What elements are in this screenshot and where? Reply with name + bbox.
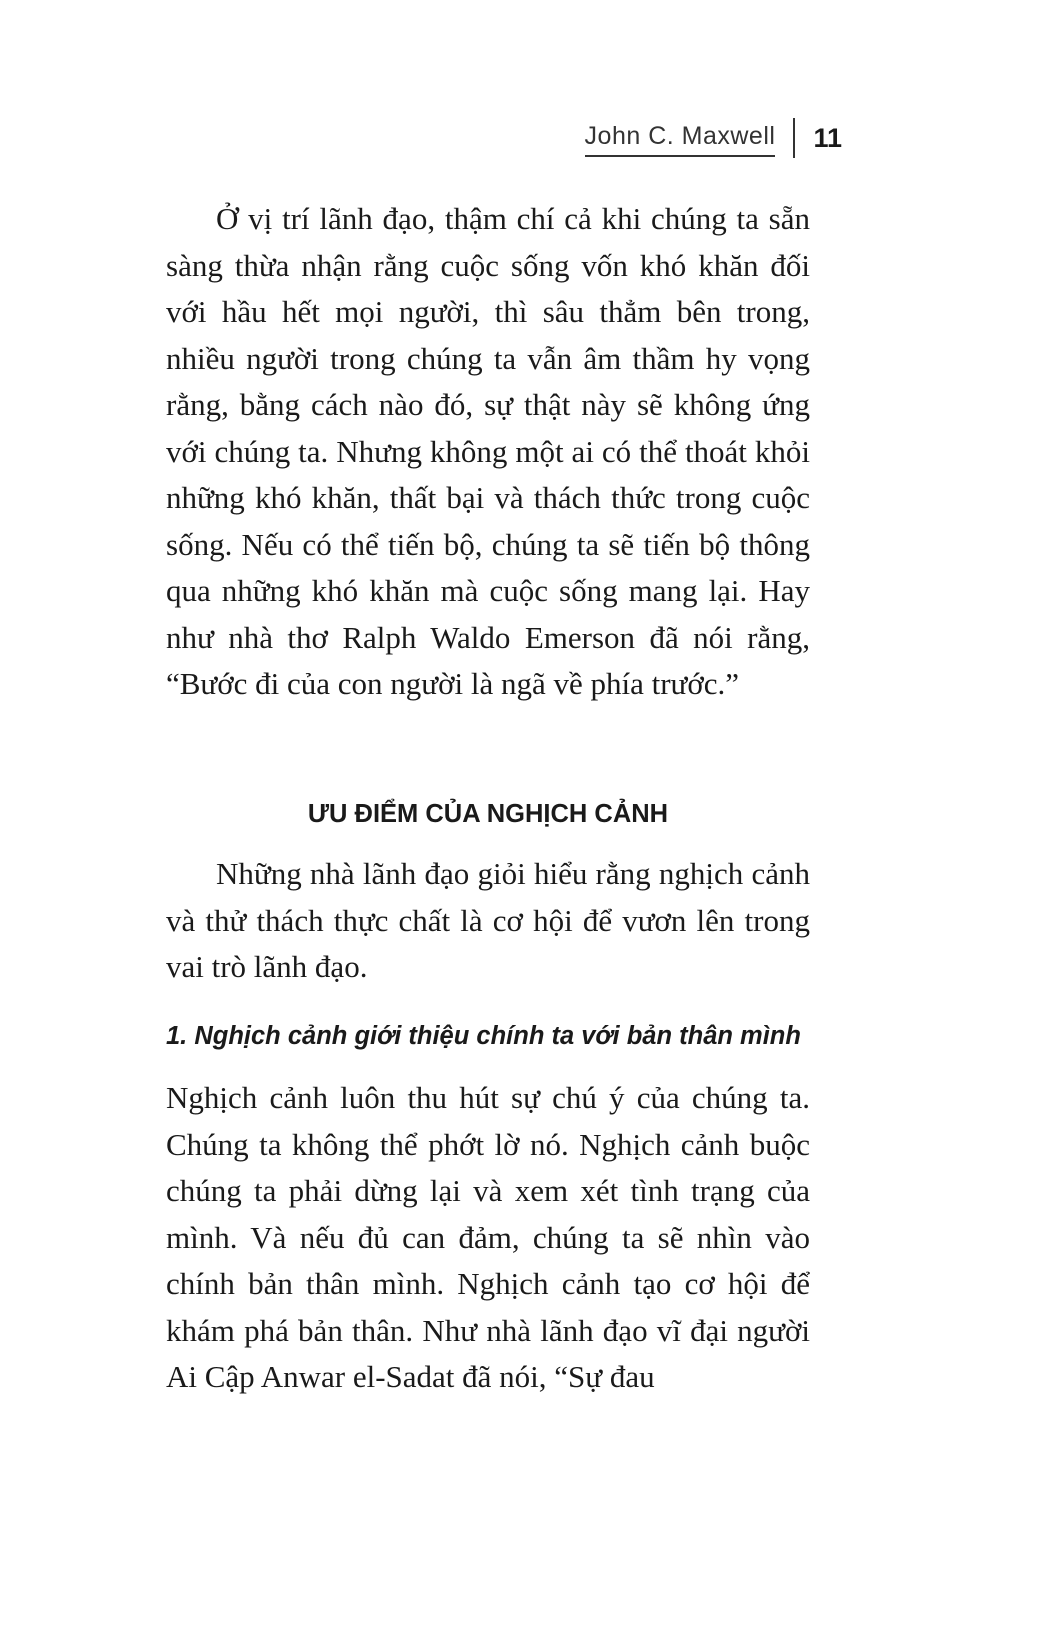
running-head-divider — [793, 118, 795, 158]
intro-paragraph: Ở vị trí lãnh đạo, thậm chí cả khi chúng ta sẵn sàng thừa nhận rằng cuộc sống vốn khó khăn đối với hầu hết mọi người, thì sâu thẳm bên trong, nhiều người trong chúng ta vẫn âm thầm hy vọng rằng, bằng cách nào đó, sự thật này sẽ không ứng với chúng ta. Nhưng không một ai có thể thoát khỏi những khó khăn, thất bại và thách thức trong cuộc sống. Nếu có thể tiến bộ, chúng ta sẽ tiến bộ thông qua những khó khăn mà cuộc sống mang lại. Hay như nhà thơ Ralph Waldo Emerson đã nói rằng, “Bước đi của con người là ngã về phía trước.” — [166, 201, 810, 701]
page-number: 11 — [813, 123, 842, 153]
running-head — [585, 118, 842, 158]
section-intro-paragraph: Những nhà lãnh đạo giỏi hiểu rằng nghịch cảnh và thử thách thực chất là cơ hội để vươn lên trong vai trò lãnh đạo. — [166, 856, 810, 984]
subsection-heading: 1. Nghịch cảnh giới thiệu chính ta với bản thân mình — [166, 1022, 801, 1050]
running-head-author: John C. Maxwell — [585, 119, 776, 157]
subsection-paragraph: Nghịch cảnh luôn thu hút sự chú ý của chúng ta. Chúng ta không thể phớt lờ nó. Nghịch cảnh buộc chúng ta phải dừng lại và xem xét tình trạng của mình. Và nếu đủ can đảm, chúng ta sẽ nhìn vào chính bản thân mình. Nghịch cảnh tạo cơ hội để khám phá bản thân. Như nhà lãnh đạo vĩ đại người Ai Cập Anwar el-Sadat đã nói, “Sự đau — [166, 1080, 810, 1394]
section-heading: ƯU ĐIỂM CỦA NGHỊCH CẢNH — [307, 800, 669, 828]
